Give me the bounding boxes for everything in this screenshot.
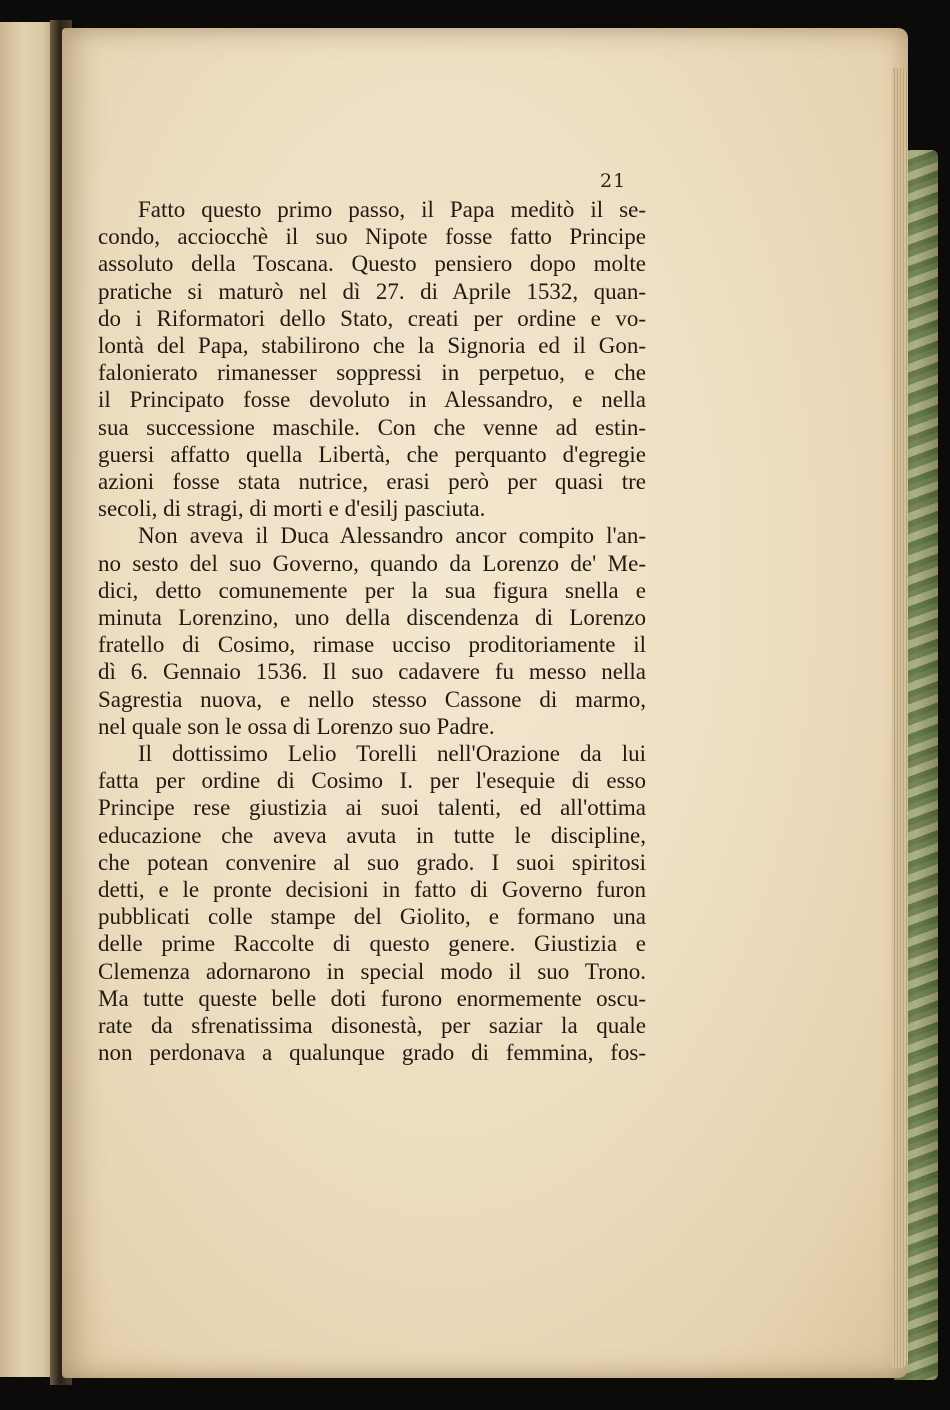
text-line: secoli, di stragi, di morti e d'esilj pasciuta.	[98, 496, 486, 522]
text-line: Ma tutte queste belle doti furono enormemente oscu-	[98, 985, 646, 1011]
text-line: che potean convenire al suo grado. I suoi spiritosi	[98, 849, 646, 875]
text-line: minuta Lorenzino, uno della discendenza di Lorenzo	[98, 605, 646, 631]
text-line: dì 6. Gennaio 1536. Il suo cadavere fu messo nella	[98, 659, 646, 685]
text-line: fatta per ordine di Cosimo I. per l'esequie di esso	[98, 768, 646, 794]
text-line: sua successione maschile. Con che venne ad estin-	[98, 414, 646, 440]
text-line: fratello di Cosimo, rimase ucciso proditoriamente il	[98, 632, 646, 658]
text-line: Sagrestia nuova, e nello stesso Cassone di marmo,	[98, 686, 646, 712]
text-line: rate da sfrenatissima disonestà, per saziar la quale	[98, 1013, 646, 1039]
text-line: dici, detto comunemente per la sua figura snella e	[98, 577, 646, 603]
page-number: 21	[600, 170, 627, 192]
text-line: falonierato rimanesser soppressi in perpetuo, e che	[98, 360, 646, 386]
text-line: azioni fosse stata nutrice, erasi però per quasi tre	[98, 469, 646, 495]
body-text	[98, 196, 646, 1067]
text-line: assoluto della Toscana. Questo pensiero dopo molte	[98, 251, 646, 277]
text-line: Il dottissimo Lelio Torelli nell'Orazione da lui	[138, 741, 646, 767]
text-line: guersi affatto quella Libertà, che perquanto d'egregie	[98, 441, 646, 467]
text-line: condo, acciocchè il suo Nipote fosse fatto Principe	[98, 224, 646, 250]
page-edges	[892, 68, 908, 1368]
text-line: Clemenza adornarono in special modo il suo Trono.	[98, 958, 646, 984]
text-line: pubblicati colle stampe del Giolito, e formano una	[98, 904, 646, 930]
text-line: delle prime Raccolte di questo genere. Giustizia e	[98, 931, 646, 957]
text-line: nel quale son le ossa di Lorenzo suo Padre.	[98, 713, 495, 739]
text-line: no sesto del suo Governo, quando da Lorenzo de' Me-	[98, 550, 646, 576]
text-line: do i Riformatori dello Stato, creati per ordine e vo-	[98, 305, 646, 331]
text-line: Fatto questo primo passo, il Papa meditò il se-	[138, 197, 646, 222]
text-line: il Principato fosse devoluto in Alessandro, e nella	[98, 387, 646, 413]
text-line: non perdonava a qualunque grado di femmina, fos-	[98, 1040, 646, 1066]
text-line: Principe rese giustizia ai suoi talenti, ed all'ottima	[98, 795, 646, 821]
text-line: educazione che aveva avuta in tutte le discipline,	[98, 822, 646, 848]
text-line: Non aveva il Duca Alessandro ancor compito l'an-	[138, 523, 646, 549]
text-line: detti, e le pronte decisioni in fatto di Governo furon	[98, 877, 646, 903]
text-line: pratiche si maturò nel dì 27. di Aprile 1532, quan-	[98, 278, 646, 304]
text-line: lontà del Papa, stabilirono che la Signoria ed il Gon-	[98, 333, 646, 359]
